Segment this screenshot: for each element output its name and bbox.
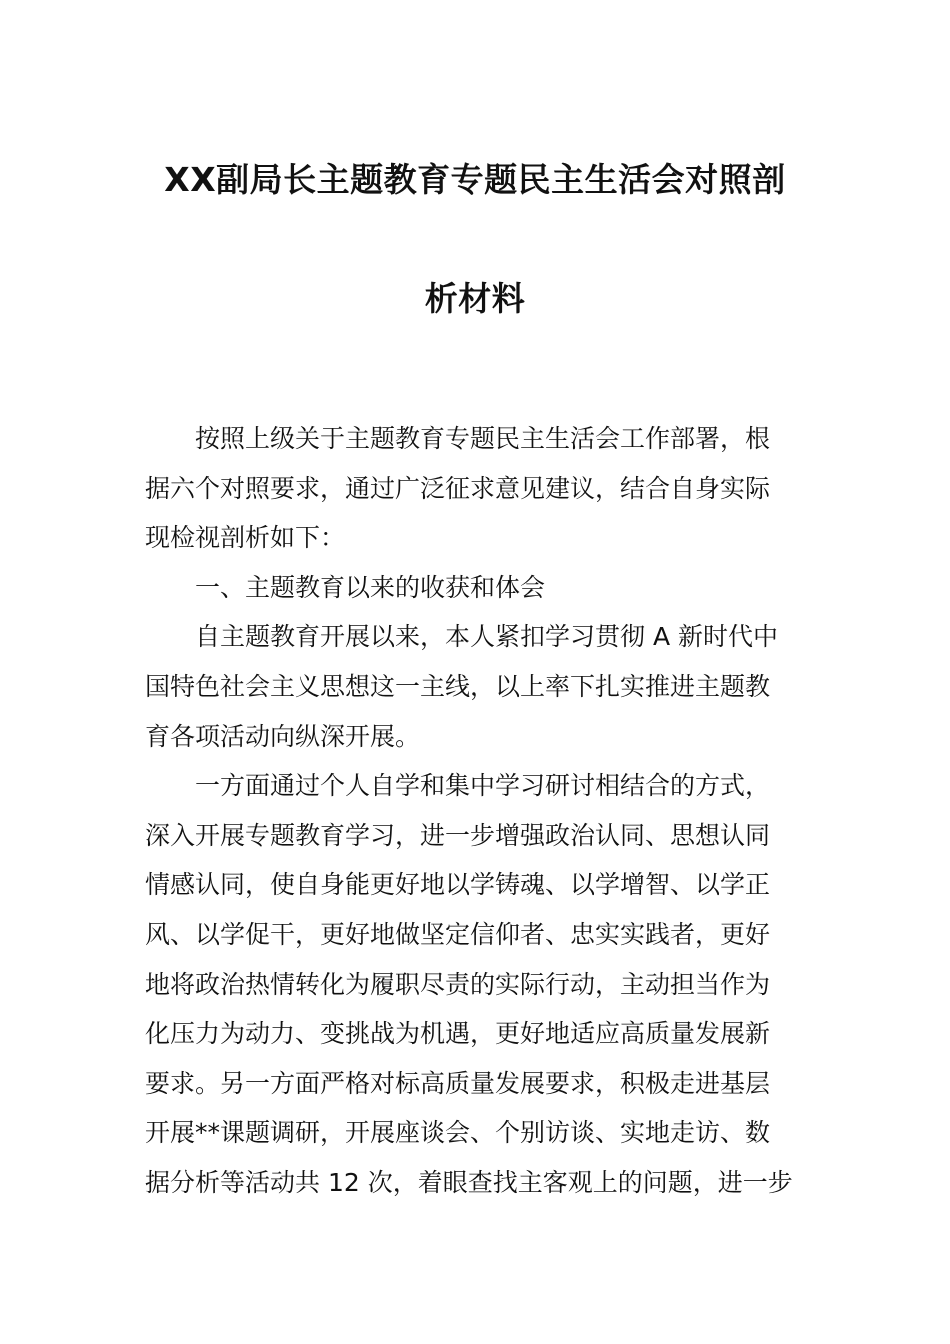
paragraph-line: 据六个对照要求，通过广泛征求意见建议，结合自身实际 (145, 473, 771, 503)
paragraph-line: 化压力为动力、变挑战为机遇，更好地适应高质量发展新 (145, 1019, 771, 1049)
document-body (145, 414, 810, 1208)
paragraph-line: 一方面通过个人自学和集中学习研讨相结合的方式， (195, 771, 771, 801)
paragraph-line: 情感认同，使自身能更好地以学铸魂、以学增智、以学正 (145, 870, 771, 900)
paragraph-line: 据分析等活动共 12 次，着眼查找主客观上的问题，进一步 (145, 1167, 793, 1197)
paragraph-line: 开展**课题调研，开展座谈会、个别访谈、实地走访、数 (145, 1118, 771, 1148)
section-heading: 一、主题教育以来的收获和体会 (195, 572, 546, 602)
document-title-line-2: 析材料 (424, 279, 526, 318)
paragraph-line: 风、以学促干，更好地做坚定信仰者、忠实实践者，更好 (145, 919, 771, 949)
paragraph-line: 现检视剖析如下： (145, 523, 346, 553)
paragraph-line: 要求。另一方面严格对标高质量发展要求，积极走进基层 (145, 1068, 771, 1098)
paragraph-line: 国特色社会主义思想这一主线，以上率下扎实推进主题教 (145, 671, 771, 701)
paragraph-line: 地将政治热情转化为履职尽责的实际行动，主动担当作为 (145, 969, 771, 999)
paragraph-line: 育各项活动向纵深开展。 (145, 721, 421, 751)
paragraph-line: 按照上级关于主题教育专题民主生活会工作部署，根 (195, 424, 771, 453)
document-title-line-1: XX副局长主题教育专题民主生活会对照剖 (164, 160, 786, 199)
paragraph-line: 自主题教育开展以来，本人紧扣学习贯彻 A 新时代中 (195, 622, 778, 652)
paragraph-line: 深入开展专题教育学习，进一步增强政治认同、思想认同 (145, 820, 771, 850)
